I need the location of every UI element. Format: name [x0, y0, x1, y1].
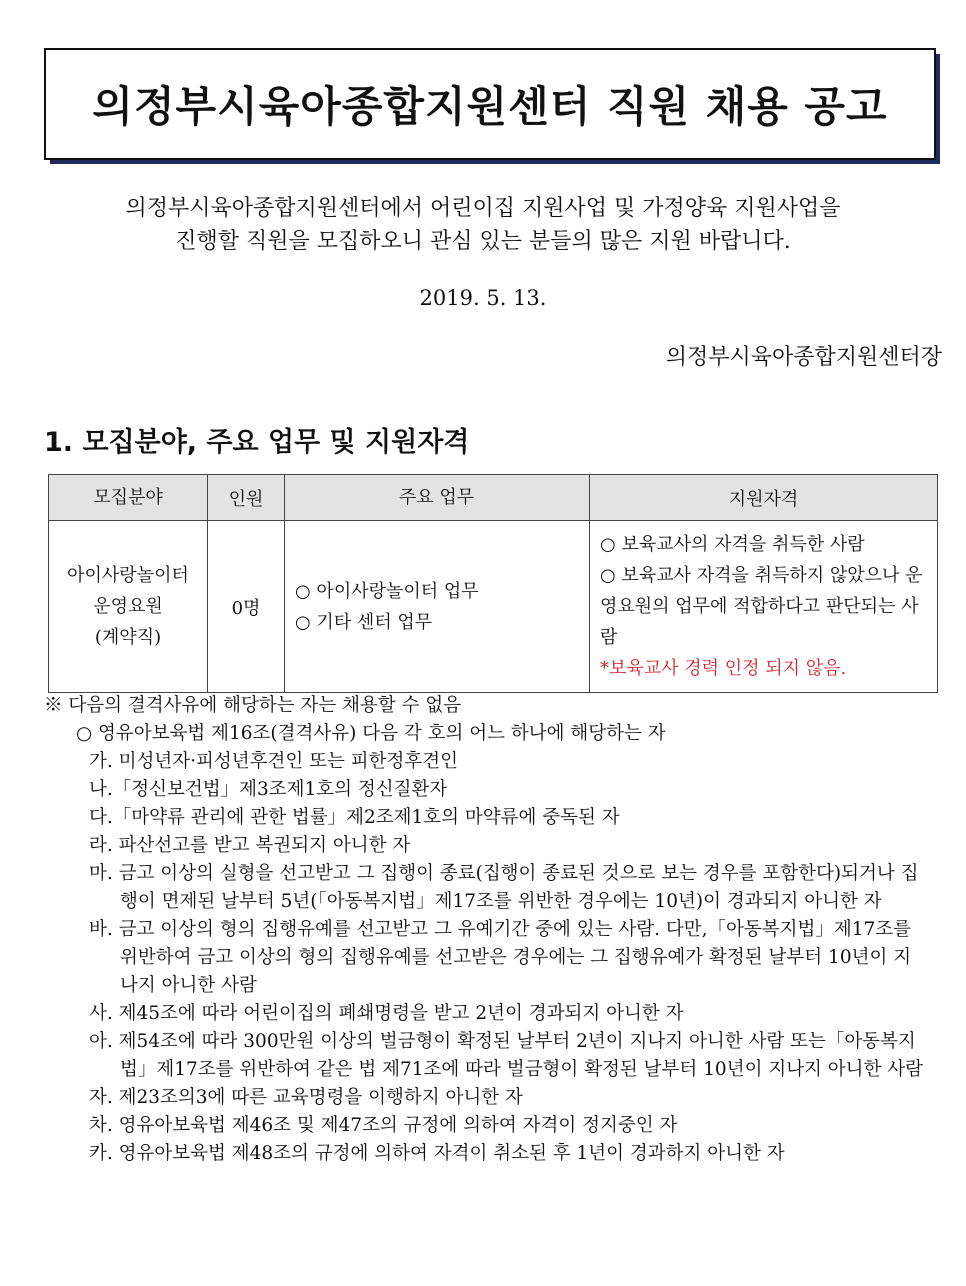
duties-cell: [285, 521, 590, 693]
list-item: 다.「마약류 관리에 관한 법률」제2조제1호의 마약류에 중독된 자: [89, 807, 620, 828]
list-item: 자. 제23조의3에 따른 교육명령을 이행하지 아니한 자: [89, 1087, 523, 1108]
duty-item: ○ 기타 센터 업무: [295, 611, 433, 633]
header-field: 모집분야: [49, 475, 208, 521]
disqualification-heading: ※ 다음의 결격사유에 해당하는 자는 채용할 수 없음: [44, 695, 462, 716]
field-line: 아이사랑놀이터: [67, 565, 189, 586]
recruitment-table: [48, 474, 938, 693]
header-qualifications: 지원자격: [590, 475, 938, 521]
field-line: (계약직): [94, 627, 162, 648]
intro-line: 진행할 직원을 모집하오니 관심 있는 분들의 많은 지원 바랍니다.: [175, 229, 791, 254]
list-item: 나.「정신보건법」제3조제1호의 정신질환자: [89, 779, 448, 800]
qualification-note: *보육교사 경력 인정 되지 않음.: [600, 658, 847, 679]
section-heading: 1. 모집분야, 주요 업무 및 지원자격: [44, 427, 470, 458]
qualifications-cell: [590, 521, 938, 693]
document-title: 의정부시육아종합지원센터 직원 채용 공고: [92, 82, 888, 131]
field-cell: [49, 521, 208, 693]
list-item: 카. 영유아보육법 제48조의 규정에 의하여 자격이 취소된 후 1년이 경과하지 아니한 자: [89, 1143, 785, 1164]
announcement-date: 2019. 5. 13.: [419, 286, 547, 310]
list-item: 가. 미성년자·피성년후견인 또는 피한정후견인: [89, 751, 458, 772]
disqualification-subheading: ○ 영유아보육법 제16조(결격사유) 다음 각 호의 어느 하나에 해당하는 자: [76, 723, 666, 744]
intro-line: 의정부시육아종합지원센터에서 어린이집 지원사업 및 가정양육 지원사업을: [125, 196, 841, 221]
list-item: 사. 제45조에 따라 어린이집의 폐쇄명령을 받고 2년이 경과되지 아니한 자: [89, 1003, 684, 1024]
list-item: 차. 영유아보육법 제46조 및 제47조의 규정에 의하여 자격이 정지중인 자: [89, 1115, 678, 1136]
qualification-item: ○ 보육교사의 자격을 취득한 사람: [600, 534, 865, 555]
list-item: 라. 파산선고를 받고 복권되지 아니한 자: [89, 835, 411, 856]
list-item: 아. 제54조에 따라 300만원 이상의 벌금형이 확정된 날부터 2년이 지나지 아니한 사람 또는「아동복지법」제17조를 위반하여 같은 법 제71조에 따라 벌금형이 확정된 날부터 10년이 지나지 아니한 사람: [89, 1031, 924, 1080]
intro-paragraph: [40, 192, 926, 258]
header-count: 인원: [208, 475, 285, 521]
field-line: 운영요원: [93, 596, 163, 617]
disqualification-section: [44, 692, 924, 1168]
list-item: 마. 금고 이상의 실형을 선고받고 그 집행이 종료(집행이 종료된 것으로 보는 경우를 포함한다)되거나 집행이 면제된 날부터 5년(「아동복지법」제17조를 위반한 경우에는 10년)이 경과되지 아니한 자: [89, 863, 919, 912]
qualification-item: ○ 보육교사 자격을 취득하지 않았으나 운영요원의 업무에 적합하다고 판단되는 사람: [600, 565, 923, 648]
list-item: 바. 금고 이상의 형의 집행유예를 선고받고 그 유예기간 중에 있는 사람. 다만,「아동복지법」제17조를 위반하여 금고 이상의 형의 집행유예를 선고받은 경우에는 그 집행유예가 확정된 날부터 10년이 지나지 아니한 사람: [89, 919, 912, 996]
table-row: [49, 521, 938, 693]
title-box: [44, 48, 936, 160]
title-banner: [44, 48, 936, 160]
count-cell: 0명: [208, 521, 285, 693]
issuer: 의정부시육아종합지원센터장: [665, 345, 942, 370]
duty-item: ○ 아이사랑놀이터 업무: [295, 580, 479, 602]
table-header-row: [49, 475, 938, 521]
header-duties: 주요 업무: [285, 475, 590, 521]
